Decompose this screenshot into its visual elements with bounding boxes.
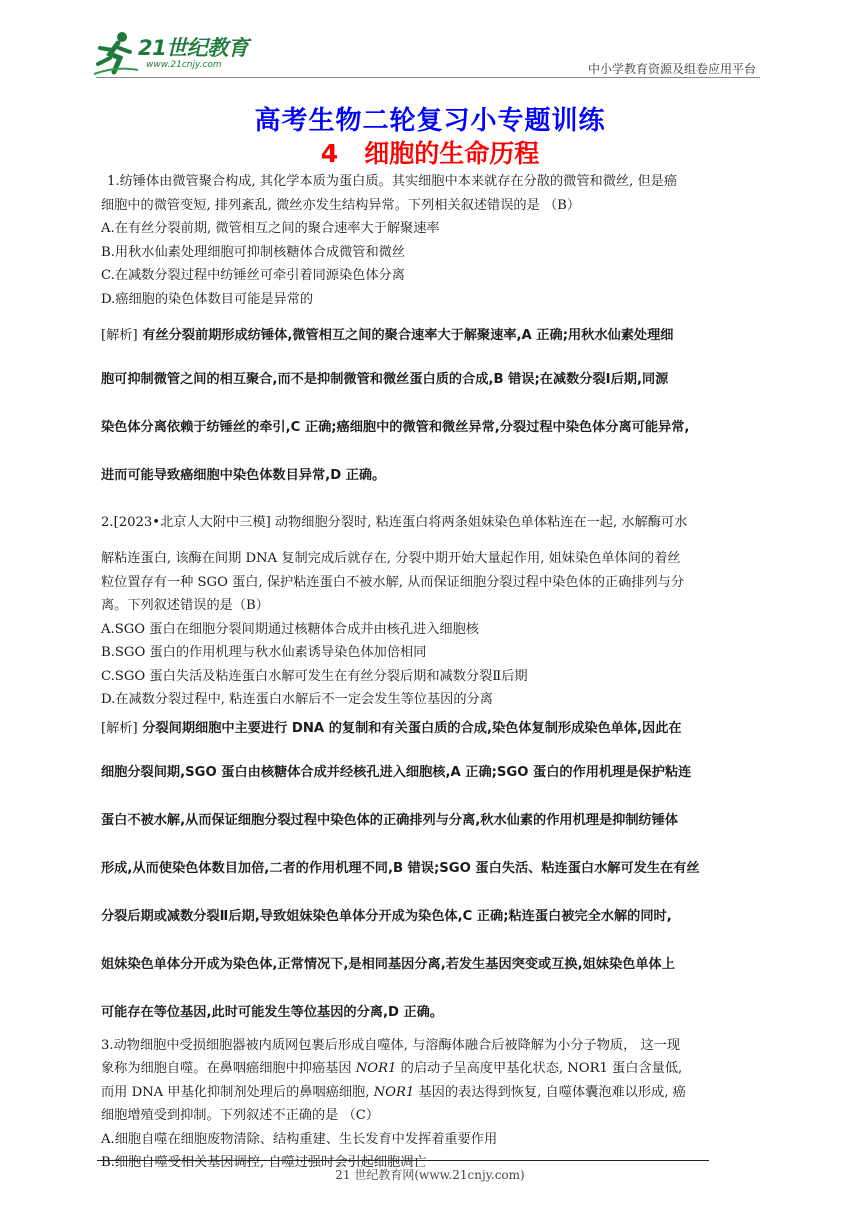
question-stem: 解粘连蛋白, 该酶在间期 DNA 复制完成后就存在, 分裂中期开始大量起作用, 姐妹染色单体间的着丝 xyxy=(101,551,681,566)
question-1 xyxy=(101,170,771,501)
option-c: C.SGO 蛋白失活及粘连蛋白水解可发生在有丝分裂后期和减数分裂Ⅱ后期 xyxy=(101,668,528,684)
header-divider xyxy=(96,77,760,78)
question-stem: 1.纺锤体由微管聚合构成, 其化学本质为蛋白质。其实细胞中本来就存在分散的微管和微丝, 但是癌 xyxy=(107,174,678,189)
logo-url: www.21cnjy.com xyxy=(146,60,222,70)
runner-logo-icon xyxy=(92,30,140,76)
document-title: 高考生物二轮复习小专题训练 xyxy=(254,106,606,136)
question-stem: 3.动物细胞中受损细胞器被内质网包裹后形成自噬体, 与溶酶体融合后被降解为小分子物质， 这一现 xyxy=(101,1037,681,1053)
analysis-line: 姐妹染色单体分开成为染色体,正常情况下,是相同基因分离,若发生基因突变或互换,姐妹染色单体上 xyxy=(101,956,675,972)
stem-text: 的启动子呈高度甲基化状态, NOR1 蛋白含量低, xyxy=(396,1061,683,1076)
document-body xyxy=(101,170,771,1175)
platform-label: 中小学教育资源及组卷应用平台 xyxy=(587,62,756,76)
question-stem: 离。下列叙述错误的是（B） xyxy=(101,598,269,613)
analysis-line: 形成,从而使染色体数目加倍,二者的作用机理不同,B 错误;SGO 蛋白失活、粘连蛋白水解可发生在有丝 xyxy=(101,860,700,876)
stem-text: 而用 DNA 甲基化抑制剂处理后的鼻咽癌细胞, xyxy=(101,1084,374,1100)
option-b: B.细胞自噬受相关基因调控, 自噬过强时会引起细胞凋亡 xyxy=(101,1155,427,1170)
stem-text: 象称为细胞自噬。在鼻咽癌细胞中抑癌基因 xyxy=(101,1061,356,1076)
page-footer: 21 世纪教育网(www.21cnjy.com) xyxy=(335,1168,525,1182)
option-d: D.在减数分裂过程中, 粘连蛋白水解后不一定会发生等位基因的分离 xyxy=(101,692,493,707)
logo-text: 21世纪教育 xyxy=(138,36,249,60)
question-stem xyxy=(101,1057,771,1081)
analysis-tag: [解析] xyxy=(101,328,138,343)
question-stem: 2.[2023•北京人大附中三模] 动物细胞分裂时, 粘连蛋白将两条姐妹染色单体粘连在一起, 水解酶可水 xyxy=(101,515,688,530)
option-b: B.用秋水仙素处理细胞可抑制核糖体合成微管和微丝 xyxy=(101,244,406,260)
option-d: D.癌细胞的染色体数目可能是异常的 xyxy=(101,291,314,307)
footer-divider xyxy=(97,1160,709,1161)
question-stem xyxy=(101,1081,771,1105)
gene-name: NOR1 xyxy=(355,1061,397,1076)
analysis-line: 可能存在等位基因,此时可能发生等位基因的分离,D 正确。 xyxy=(101,1004,444,1020)
analysis-text: 分裂间期细胞中主要进行 DNA 的复制和有关蛋白质的合成,染色体复制形成染色单体,因此在 xyxy=(142,720,682,736)
analysis-line: 细胞分裂间期,SGO 蛋白由核糖体合成并经核孔进入细胞核,A 正确;SGO 蛋白的作用机理是保护粘连 xyxy=(101,764,692,780)
analysis-line: 蛋白不被水解,从而保证细胞分裂过程中染色体的正确排列与分离,秋水仙素的作用机理是抑制纺锤体 xyxy=(101,812,679,828)
stem-text: 基因的表达得到恢复, 自噬体囊泡难以形成, 癌 xyxy=(414,1084,686,1100)
option-a: A.细胞自噬在细胞废物清除、结构重建、生长发育中发挥着重要作用 xyxy=(101,1131,498,1147)
page-header xyxy=(0,0,860,80)
analysis-line xyxy=(101,718,771,762)
question-3 xyxy=(101,1034,771,1175)
analysis-line: 分裂后期或减数分裂Ⅱ后期,导致姐妹染色单体分开成为染色体,C 正确;粘连蛋白被完全水解的同时, xyxy=(101,908,672,924)
question-2 xyxy=(101,511,771,1034)
question-stem: 细胞中的微管变短, 排列紊乱, 微丝亦发生结构异常。下列相关叙述错误的是 （B） xyxy=(101,197,581,213)
analysis xyxy=(101,718,771,1034)
analysis-tag: [解析] xyxy=(101,720,138,736)
analysis-line: 染色体分离依赖于纺锤丝的牵引,C 正确;癌细胞中的微管和微丝异常,分裂过程中染色体分离可能异常, xyxy=(101,420,690,435)
document-subtitle: 4 细胞的生命历程 xyxy=(320,139,540,168)
analysis-line: 胞可抑制微管之间的相互聚合,而不是抑制微管和微丝蛋白质的合成,B 错误;在减数分裂Ⅰ后期,同源 xyxy=(101,372,669,387)
question-stem: 粒位置存有一种 SGO 蛋白, 保护粘连蛋白不被水解, 从而保证细胞分裂过程中染色体的正确排列与分 xyxy=(101,574,685,590)
option-b: B.SGO 蛋白的作用机理与秋水仙素诱导染色体加倍相同 xyxy=(101,645,427,660)
option-a: A.在有丝分裂前期, 微管相互之间的聚合速率大于解聚速率 xyxy=(101,221,440,236)
question-stem: 细胞增殖受到抑制。下列叙述不正确的是 （C） xyxy=(101,1108,380,1123)
analysis-line xyxy=(101,325,771,369)
gene-name: NOR1 xyxy=(373,1084,415,1100)
analysis-line: 进而可能导致癌细胞中染色体数目异常,D 正确。 xyxy=(101,468,386,483)
option-c: C.在减数分裂过程中纺锤丝可牵引着同源染色体分离 xyxy=(101,268,405,283)
analysis xyxy=(101,325,771,501)
option-a: A.SGO 蛋白在细胞分裂间期通过核糖体合成并由核孔进入细胞核 xyxy=(101,621,479,637)
analysis-text: 有丝分裂前期形成纺锤体,微管相互之间的聚合速率大于解聚速率,A 正确;用秋水仙素处理细 xyxy=(142,328,674,343)
site-logo xyxy=(92,30,262,78)
